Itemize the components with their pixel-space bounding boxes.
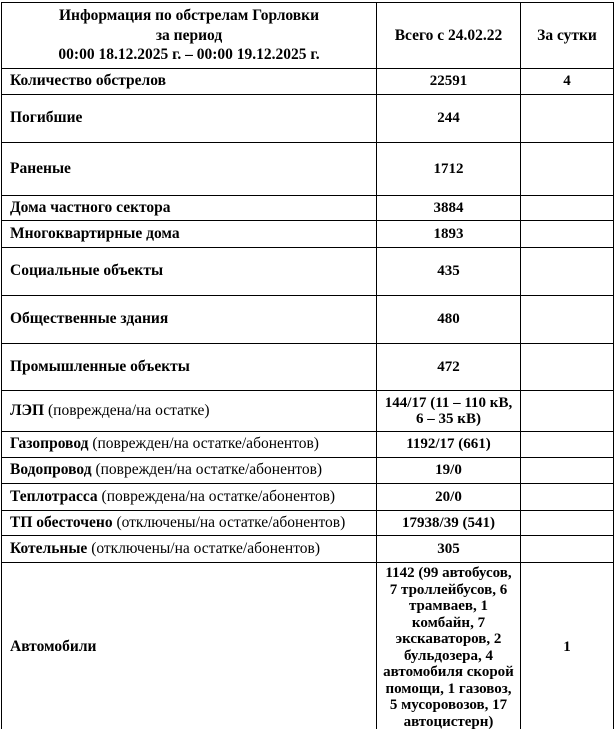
table-row-social-objects: [2, 248, 614, 296]
row-total-value: 19/0: [377, 458, 521, 484]
column-header-daily: За сутки: [521, 3, 614, 69]
table-row-public-buildings: [2, 296, 614, 344]
row-total-value: 1893: [377, 221, 521, 248]
row-label-cell: [2, 248, 377, 296]
row-label: Количество обстрелов: [10, 72, 166, 90]
row-label: Теплотрасса: [10, 487, 98, 505]
row-total-value: 244: [377, 95, 521, 143]
table-row-apartment-buildings: [2, 221, 614, 248]
header-row: [2, 3, 614, 69]
table-title-line-3: 00:00 18.12.2025 г. – 00:00 19.12.2025 г.: [58, 46, 320, 64]
row-total-value: 3884: [377, 196, 521, 221]
row-total-value: 144/17 (11 – 110 кВ, 6 – 35 кВ): [377, 391, 521, 432]
row-label-cell: [2, 143, 377, 196]
row-total-value: 472: [377, 344, 521, 391]
row-total-value: 20/0: [377, 484, 521, 511]
row-daily-value: [521, 95, 614, 143]
row-label: Дома частного сектора: [10, 198, 171, 216]
row-total-value: 17938/39 (541): [377, 511, 521, 536]
row-label: Котельные: [10, 539, 88, 557]
row-label-cell: [2, 95, 377, 143]
row-label-cell: [2, 344, 377, 391]
row-label-cell: [2, 458, 377, 484]
table-title-line-2: за период: [155, 26, 223, 44]
row-label: Водопровод: [10, 461, 92, 479]
row-label-cell: [2, 484, 377, 511]
row-label-cell: [2, 511, 377, 536]
row-label: Социальные объекты: [10, 262, 164, 280]
row-note: (повреждена/на остатке): [44, 401, 210, 419]
table-row-power-lines: [2, 391, 614, 432]
row-daily-value: [521, 536, 614, 563]
table-row-water-pipeline: [2, 458, 614, 484]
column-header-total: Всего с 24.02.22: [377, 3, 521, 69]
row-daily-value: [521, 432, 614, 458]
table-row-boiler-houses: [2, 536, 614, 563]
row-daily-value: [521, 391, 614, 432]
row-total-value: 1192/17 (661): [377, 432, 521, 458]
table-row-gas-pipeline: [2, 432, 614, 458]
row-label: ЛЭП: [10, 401, 45, 419]
row-label: Автомобили: [10, 638, 97, 656]
row-label-cell: [2, 563, 377, 729]
table-title: [2, 3, 377, 69]
row-daily-value: [521, 458, 614, 484]
table-row-industrial-objects: [2, 344, 614, 391]
row-label: Раненые: [10, 159, 71, 177]
row-label-cell: [2, 391, 377, 432]
row-note: (поврежден/на остатке/абонентов): [91, 461, 323, 479]
table-row-heating-main: [2, 484, 614, 511]
row-daily-value: [521, 196, 614, 221]
row-daily-value: [521, 248, 614, 296]
row-label: ТП обесточено: [10, 513, 113, 531]
table-row-shelling-count: [2, 69, 614, 95]
table-row-wounded: [2, 143, 614, 196]
row-daily-value: 1: [521, 563, 614, 729]
row-label-cell: [2, 69, 377, 95]
row-daily-value: [521, 143, 614, 196]
row-note: (поврежден/на остатке/абонентов): [88, 435, 319, 453]
row-note: (отключены/на остатке/абонентов): [87, 539, 321, 557]
row-note: (отключены/на остатке/абонентов): [112, 513, 346, 531]
table-row-transformer-substations: [2, 511, 614, 536]
row-label-cell: [2, 432, 377, 458]
row-label: Общественные здания: [10, 310, 169, 328]
table-row-vehicles: [2, 563, 614, 729]
row-label-cell: [2, 296, 377, 344]
row-label-cell: [2, 221, 377, 248]
row-label-cell: [2, 196, 377, 221]
row-daily-value: [521, 221, 614, 248]
row-label: Промышленные объекты: [10, 357, 190, 375]
table-title-line-1: Информация по обстрелам Горловки: [58, 7, 320, 25]
row-daily-value: [521, 344, 614, 391]
row-daily-value: [521, 511, 614, 536]
shelling-report-table: [1, 2, 614, 729]
row-total-value: 22591: [377, 69, 521, 95]
row-daily-value: [521, 484, 614, 511]
row-total-value: 1142 (99 автобусов, 7 троллейбусов, 6 трамваев, 1 комбайн, 7 экскаваторов, 2 бульдозера, 4 автомобиля скорой помощи, 1 газовоз, 5 мусоровозов, 17 автоцистерн): [377, 563, 521, 729]
row-label: Погибшие: [10, 109, 83, 127]
row-total-value: 305: [377, 536, 521, 563]
row-total-value: 1712: [377, 143, 521, 196]
row-total-value: 480: [377, 296, 521, 344]
row-daily-value: [521, 296, 614, 344]
row-label: Многоквартирные дома: [10, 224, 180, 242]
row-daily-value: 4: [521, 69, 614, 95]
table-row-private-houses: [2, 196, 614, 221]
table-row-killed: [2, 95, 614, 143]
row-label-cell: [2, 536, 377, 563]
row-label: Газопровод: [10, 435, 89, 453]
row-total-value: 435: [377, 248, 521, 296]
row-note: (повреждена/на остатке/абонентов): [97, 487, 336, 505]
